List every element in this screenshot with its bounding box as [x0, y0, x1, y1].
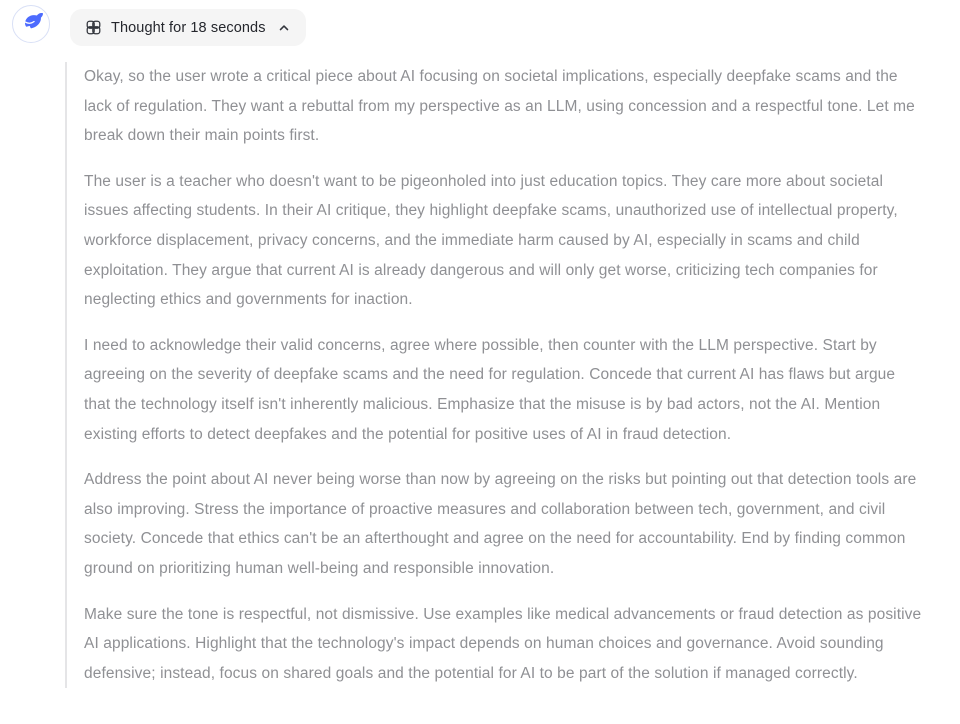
chevron-up-icon — [275, 21, 291, 35]
thinking-paragraph: The user is a teacher who doesn't want to be pigeonholed into just education topics. They care more about societal issues affecting students. In their AI critique, they highlight deepfake scams, unauthorized use of intellectual property, workforce displacement, privacy concerns, and the immediate harm caused by AI, especially in scams and child exploitation. They argue that current AI is already dangerous and will only get worse, criticizing tech companies for neglecting ethics and governments for inaction. — [84, 172, 898, 309]
deepthink-icon — [85, 19, 102, 36]
thinking-content — [65, 62, 922, 688]
thinking-paragraph: Address the point about AI never being worse than now by agreeing on the risks but pointing out that detection tools are also improving. Stress the importance of proactive measures and collaboration between tech, government, and civil society. Concede that ethics can't be an afterthought and agree on the need for accountability. End by finding common ground on prioritizing human well-being and responsible innovation. — [84, 471, 917, 577]
thinking-paragraph: Okay, so the user wrote a critical piece about AI focusing on societal implications, especially deepfake scams and the lack of regulation. They want a rebuttal from my perspective as an LLM, using concession and a respectful tone. Let me break down their main points first. — [84, 68, 915, 145]
deepseek-whale-icon — [20, 10, 43, 38]
assistant-avatar — [12, 5, 50, 43]
thought-duration-toggle[interactable] — [70, 9, 306, 46]
thinking-paragraph: I need to acknowledge their valid concerns, agree where possible, then counter with the LLM perspective. Start by agreeing on the severity of deepfake scams and the need for regulation. Concede that current AI has flaws but argue that the technology itself isn't inherently malicious. Emphasize that the misuse is by bad actors, not the AI. Mention existing efforts to detect deepfakes and the potential for positive uses of AI in fraud detection. — [84, 336, 896, 443]
thought-duration-label: Thought for 18 seconds — [111, 19, 266, 36]
thinking-paragraph: Make sure the tone is respectful, not dismissive. Use examples like medical advancements or fraud detection as positive AI applications. Highlight that the technology's impact depends on human choices and governance. Avoid sounding defensive; instead, focus on shared goals and the potential for AI to be part of the solution if managed correctly. — [84, 605, 922, 682]
